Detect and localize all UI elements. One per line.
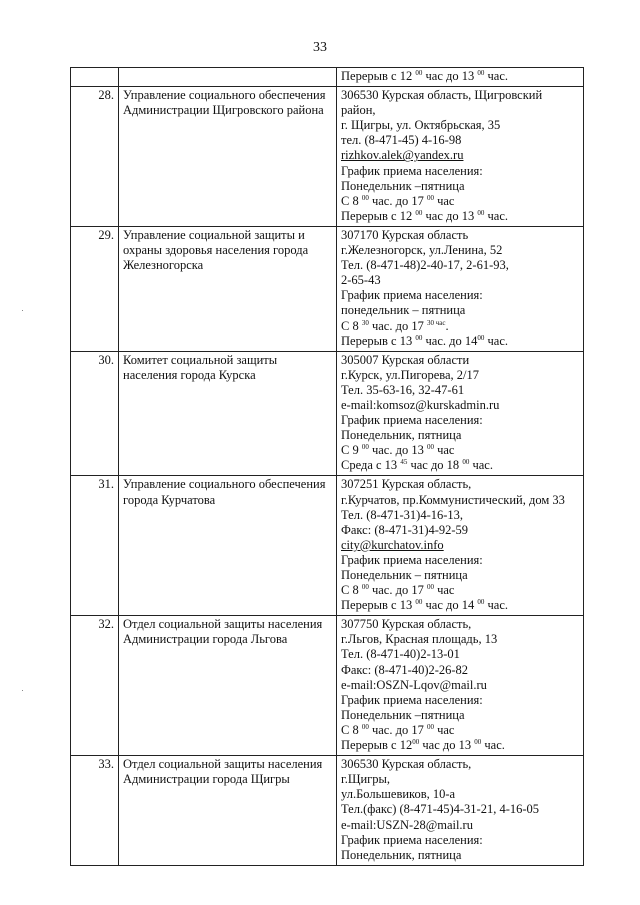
text-run: час	[433, 443, 455, 458]
contact-line	[341, 553, 579, 568]
text-run: График приема населения:	[341, 692, 483, 707]
table-row	[71, 226, 584, 351]
contact-details	[337, 68, 584, 87]
contact-line	[341, 632, 579, 647]
text-run: Понедельник – пятница	[341, 568, 468, 582]
text-run: час. до 17	[368, 722, 427, 737]
contact-line	[341, 678, 579, 693]
text-run: Понедельник, пятница	[341, 428, 462, 443]
contact-line	[341, 303, 579, 318]
contact-line	[341, 353, 579, 368]
contact-line	[341, 848, 579, 863]
time-superscript: 00	[426, 583, 434, 592]
contact-line	[341, 723, 579, 738]
text-run: Тел. (8-471-31)4-16-13,	[341, 507, 464, 522]
time-superscript: 00	[415, 208, 423, 217]
text-run: Перерыв с 12	[341, 69, 416, 83]
text-run: Понедельник –пятница	[341, 178, 465, 193]
contact-line	[341, 413, 579, 428]
contact-line	[341, 383, 579, 398]
text-run: График приема населения:	[341, 288, 483, 303]
organization-name: Комитет социальной защиты населения города Курска	[119, 351, 337, 476]
contact-line	[341, 617, 579, 632]
text-run: Тел.(факс) (8-471-45)4-31-21, 4-16-05	[341, 802, 540, 817]
contact-line	[341, 757, 579, 772]
text-run: час.	[484, 69, 508, 83]
text-run: час. до 13	[368, 443, 427, 458]
text-run: Перерыв с 13	[341, 598, 416, 613]
contact-line	[341, 69, 579, 84]
contact-line	[341, 738, 579, 753]
row-number: 32.	[71, 616, 119, 756]
contact-line	[341, 458, 579, 473]
contact-line	[341, 179, 579, 194]
text-run: час. до 14	[422, 333, 478, 348]
text-run: понедельник – пятница	[341, 303, 466, 318]
text-run: График приема населения:	[341, 413, 483, 428]
time-superscript: 00	[426, 193, 434, 202]
time-superscript: 00	[415, 598, 423, 607]
organization-name	[119, 68, 337, 87]
time-superscript: 00	[426, 722, 434, 731]
contact-line	[341, 583, 579, 598]
contact-line	[341, 598, 579, 613]
text-run: г.Железногорск, ул.Ленина, 52	[341, 243, 503, 258]
text-run: Факс: (8-471-31)4-92-59	[341, 522, 469, 537]
time-superscript: 00	[361, 193, 369, 202]
table-row	[71, 351, 584, 476]
page-number: 33	[313, 40, 327, 55]
text-run: rizhkov.alek@yandex.ru	[341, 148, 464, 163]
contact-details	[337, 616, 584, 756]
contact-line	[341, 647, 579, 662]
contact-line	[341, 477, 579, 492]
scan-dot	[22, 690, 23, 691]
text-run: 306530 Курская область, Щигровский район,	[341, 88, 543, 118]
text-run: ул.Большевиков, 10-а	[341, 787, 456, 802]
contact-line	[341, 493, 579, 508]
contact-line	[341, 118, 579, 133]
text-run: 305007 Курская области	[341, 352, 470, 367]
contact-line	[341, 133, 579, 148]
contact-line	[341, 319, 579, 334]
contact-line	[341, 334, 579, 349]
scan-dot	[22, 310, 23, 311]
contact-line	[341, 273, 579, 288]
contact-line	[341, 772, 579, 787]
contact-details	[337, 756, 584, 866]
text-run: 307170 Курская область	[341, 227, 469, 242]
row-number: 31.	[71, 476, 119, 616]
institutions-table	[70, 67, 584, 866]
contact-line	[341, 194, 579, 209]
table-row	[71, 476, 584, 616]
text-run: Понедельник –пятница	[341, 707, 465, 722]
contact-line	[341, 368, 579, 383]
contact-line	[341, 209, 579, 224]
time-superscript: 30 час	[426, 318, 446, 327]
time-superscript: 00	[412, 738, 420, 747]
text-run: e-mail:komsoz@kurskadmin.ru	[341, 397, 500, 412]
text-run: час	[433, 193, 455, 208]
text-run: Тел. (8-471-40)2-13-01	[341, 647, 460, 662]
text-run: час до 13	[422, 208, 478, 223]
text-run: График приема населения:	[341, 163, 483, 178]
time-superscript: 00	[415, 333, 423, 342]
table-body	[71, 68, 584, 866]
time-superscript: 00	[426, 443, 434, 452]
contact-line	[341, 787, 579, 802]
text-run: Среда с 13	[341, 458, 401, 473]
contact-details	[337, 226, 584, 351]
text-run: С 8	[341, 193, 362, 208]
text-run: час. до 17	[368, 583, 427, 598]
text-run: час.	[481, 738, 505, 753]
text-run: час. до 17	[368, 193, 427, 208]
text-run: С 9	[341, 443, 362, 458]
text-run: 2-65-43	[341, 273, 381, 288]
text-run: city@kurchatov.info	[341, 537, 444, 552]
text-run: г.Курчатов, пр.Коммунистический, дом 33	[341, 492, 565, 507]
text-run: час до 13	[422, 69, 478, 83]
contact-details	[337, 476, 584, 616]
text-run: час.	[469, 458, 493, 473]
text-run: Понедельник, пятница	[341, 847, 462, 862]
time-superscript: 00	[477, 69, 485, 77]
contact-line	[341, 88, 579, 118]
organization-name: Управление социального обеспечения Администрации Щигровского района	[119, 87, 337, 227]
text-run: час	[433, 722, 455, 737]
contact-line	[341, 228, 579, 243]
contact-line	[341, 568, 579, 583]
text-run: Тел. 35-63-16, 32-47-61	[341, 382, 465, 397]
text-run: e-mail:OSZN-Lqov@mail.ru	[341, 677, 487, 692]
text-run: .	[445, 318, 449, 333]
text-run: час до 18	[407, 458, 463, 473]
text-run: г.Щигры,	[341, 772, 391, 787]
contact-line	[341, 538, 579, 553]
contact-line	[341, 508, 579, 523]
organization-name: Управление социального обеспечения города Курчатова	[119, 476, 337, 616]
text-run: час. до 17	[368, 318, 427, 333]
text-run: час.	[484, 333, 508, 348]
row-number: 30.	[71, 351, 119, 476]
text-run: Перерыв с 13	[341, 333, 416, 348]
text-run: Тел. (8-471-48)2-40-17, 2-61-93,	[341, 258, 509, 273]
text-run: час	[433, 583, 455, 598]
text-run: 307251 Курская область,	[341, 477, 472, 492]
contact-line	[341, 693, 579, 708]
contact-line	[341, 523, 579, 538]
contact-line	[341, 428, 579, 443]
time-superscript: 00	[361, 722, 369, 731]
row-number: 33.	[71, 756, 119, 866]
text-run: г.Курск, ул.Пигорева, 2/17	[341, 367, 480, 382]
time-superscript: 00	[361, 443, 369, 452]
contact-line	[341, 398, 579, 413]
row-number: 29.	[71, 226, 119, 351]
text-run: час.	[484, 208, 508, 223]
contact-line	[341, 288, 579, 303]
contact-line	[341, 802, 579, 817]
text-run: С 8	[341, 318, 362, 333]
contact-line	[341, 818, 579, 833]
text-run: Факс: (8-471-40)2-26-82	[341, 662, 469, 677]
contact-line	[341, 663, 579, 678]
text-run: С 8	[341, 583, 362, 598]
contact-line	[341, 443, 579, 458]
text-run: С 8	[341, 722, 362, 737]
text-run: Перерыв с 12	[341, 208, 416, 223]
text-run: тел. (8-471-45) 4-16-98	[341, 133, 462, 148]
contact-line	[341, 243, 579, 258]
text-run: час до 14	[422, 598, 478, 613]
time-superscript: 00	[477, 208, 485, 217]
time-superscript: 00	[477, 333, 485, 342]
contact-line	[341, 164, 579, 179]
row-number	[71, 68, 119, 87]
time-superscript: 30	[361, 318, 369, 327]
text-run: час.	[484, 598, 508, 613]
table-row	[71, 756, 584, 866]
time-superscript: 00	[477, 598, 485, 607]
organization-name: Отдел социальной защиты населения Администрации города Льгова	[119, 616, 337, 756]
contact-details	[337, 351, 584, 476]
text-run: 307750 Курская область,	[341, 617, 472, 632]
text-run: Перерыв с 12	[341, 738, 413, 753]
table-row	[71, 87, 584, 227]
text-run: г. Щигры, ул. Октябрьская, 35	[341, 118, 501, 133]
row-number: 28.	[71, 87, 119, 227]
contact-line	[341, 148, 579, 163]
text-run: 306530 Курская область,	[341, 757, 472, 772]
text-run: График приема населения:	[341, 832, 483, 847]
time-superscript: 00	[474, 738, 482, 747]
text-run: График приема населения:	[341, 552, 483, 567]
time-superscript: 00	[462, 458, 470, 467]
organization-name: Управление социальной защиты и охраны здоровья населения города Железногорска	[119, 226, 337, 351]
time-superscript: 00	[361, 583, 369, 592]
contact-line	[341, 833, 579, 848]
contact-line	[341, 708, 579, 723]
time-superscript: 00	[415, 69, 423, 77]
table-row	[71, 616, 584, 756]
text-run: час до 13	[419, 738, 475, 753]
text-run: г.Льгов, Красная площадь, 13	[341, 632, 498, 647]
contact-details	[337, 87, 584, 227]
organization-name: Отдел социальной защиты населения Администрации города Щигры	[119, 756, 337, 866]
time-superscript: 45	[400, 458, 408, 467]
table-row	[71, 68, 584, 87]
contact-line	[341, 258, 579, 273]
text-run: e-mail:USZN-28@mail.ru	[341, 817, 473, 832]
